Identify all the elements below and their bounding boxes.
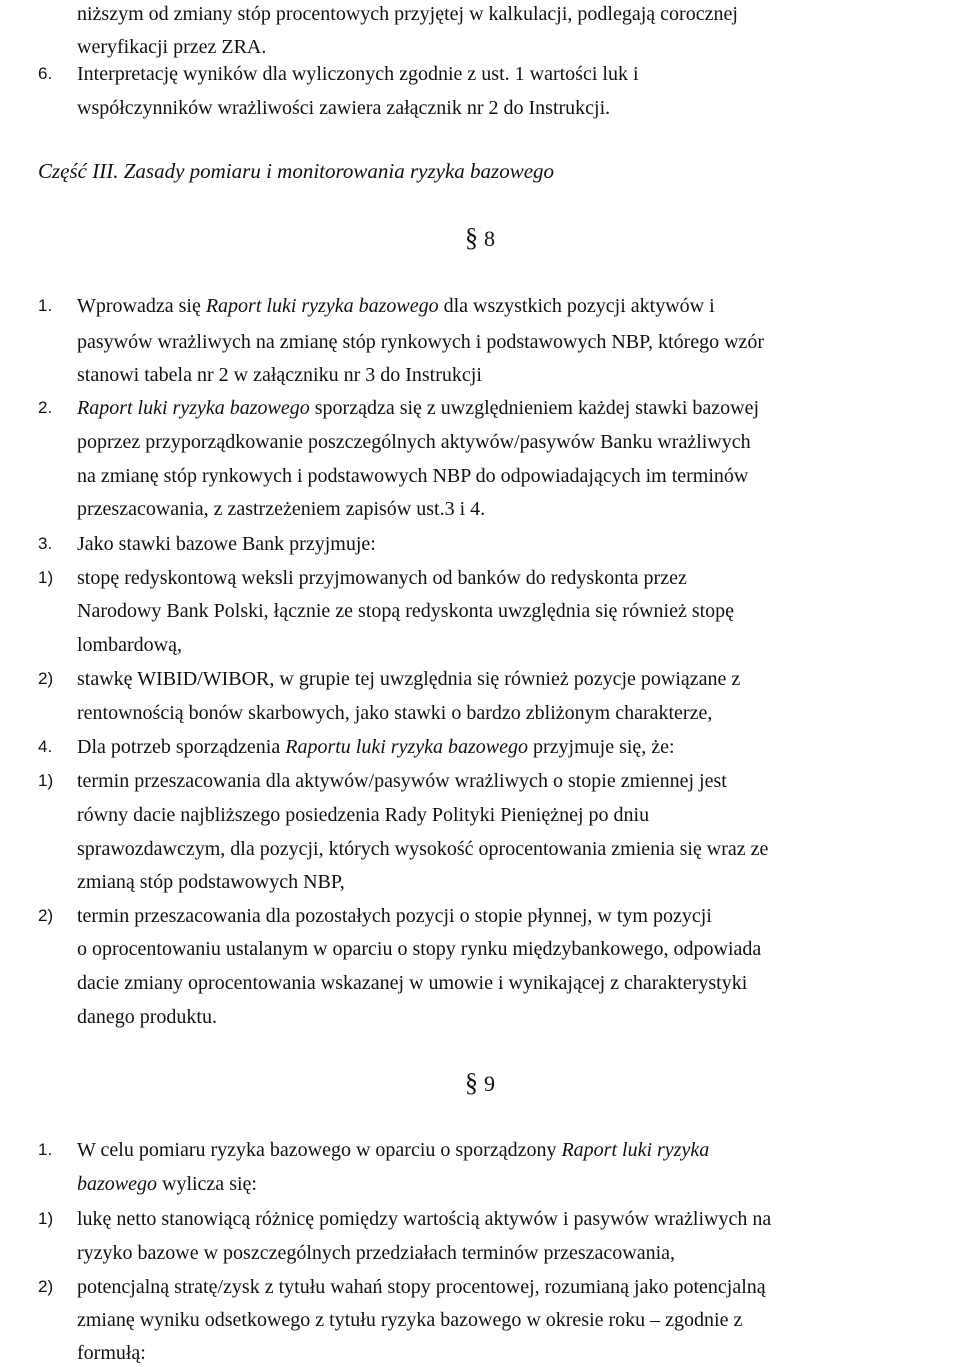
- section-number: 8: [484, 226, 495, 251]
- document-page: niższym od zmiany stóp procentowych przyjętej w kalkulacji, podlegają corocznej weryfikacji przez ZRA. 6. Interpretację wyników dla wyliczonych zgodnie z ust. 1 wartości luk i współczynników wrażliwości zawiera załącznik nr 2 do Instrukcji. Część III. Zasady pomiaru i monitorowania ryzyka bazowego § 8 1. Wprowadza się Raport luki ryzyka bazowego dla wszystkich pozycji aktywów i pasywów wrażliwych na zmianę stóp rynkowych i podstawowych NBP, którego wzór stanowi tabela nr 2 w załączniku nr 3 do Instrukcji 2. Raport luki ryzyka bazowego sporządza się z uwzględnieniem każdej stawki bazowej poprzez przyporządkowanie poszczególnych aktywów/pasywów Banku wrażliwych na zmianę stóp rynkowych i podstawowych NBP do odpowiadających im terminów przeszacowania, z zastrzeżeniem zapisów ust.3 i 4. 3. Jako stawki bazowe Bank przyjmuje: 1) stopę redyskontową weksli przyjmowanych od banków do redyskonta przez Narodowy Bank Polski, łącznie ze stopą redyskonta uwzględnia się również stopę lombardową, 2) stawkę WIBID/WIBOR, w grupie tej uwzględnia się również pozycje powiązane z rentownością bonów skarbowych, jako stawki o bardzo zbliżonym charakterze, 4. Dla potrzeb sporządzenia Raportu luki ryzyka bazowego przyjmuje się, że: 1) termin przeszacowania dla aktywów/pasywów wrażliwych o stopie zmiennej jest równy dacie najbliższego posiedzenia Rady Polityki Pieniężnej po dniu sprawozdawczym, dla pozycji, których wysokość oprocentowania zmienia się wraz ze zmianą stóp podstawowych NBP, 2) termin przeszacowania dla pozostałych pozycji o stopie płynnej, w tym pozycji o oprocentowaniu ustalanym w oparciu o stopy rynku międzybankowego, odpowiada dacie zmiany oprocentowania wskazanej w umowie i wynikającej z charakterystyki danego produktu. § 9 1. W celu pomiaru ryzyka bazowego w oparciu o sporządzony Raport luki ryzyka bazowego wylicza się: 1) lukę netto stanowiącą różnicę pomiędzy wartością aktywów i pasywów wrażliwych na ryzyko bazowe w poszczególnych przedziałach terminów przeszacowania, 2) potencjalną stratę/zysk z tytułu wahań stopy procentowej, rozumianą jako potencjalną zmianę wyniku odsetkowego z tytułu ryzyka bazowego w okresie roku – zgodnie z formułą:: [38, 3, 772, 1364]
- item-number: 6.: [38, 64, 53, 83]
- section-sign: §: [465, 1068, 478, 1097]
- section-heading-8: [465, 225, 495, 252]
- section-number: 9: [484, 1071, 495, 1096]
- section-sign: §: [465, 223, 478, 252]
- section-heading-9: [465, 1070, 495, 1097]
